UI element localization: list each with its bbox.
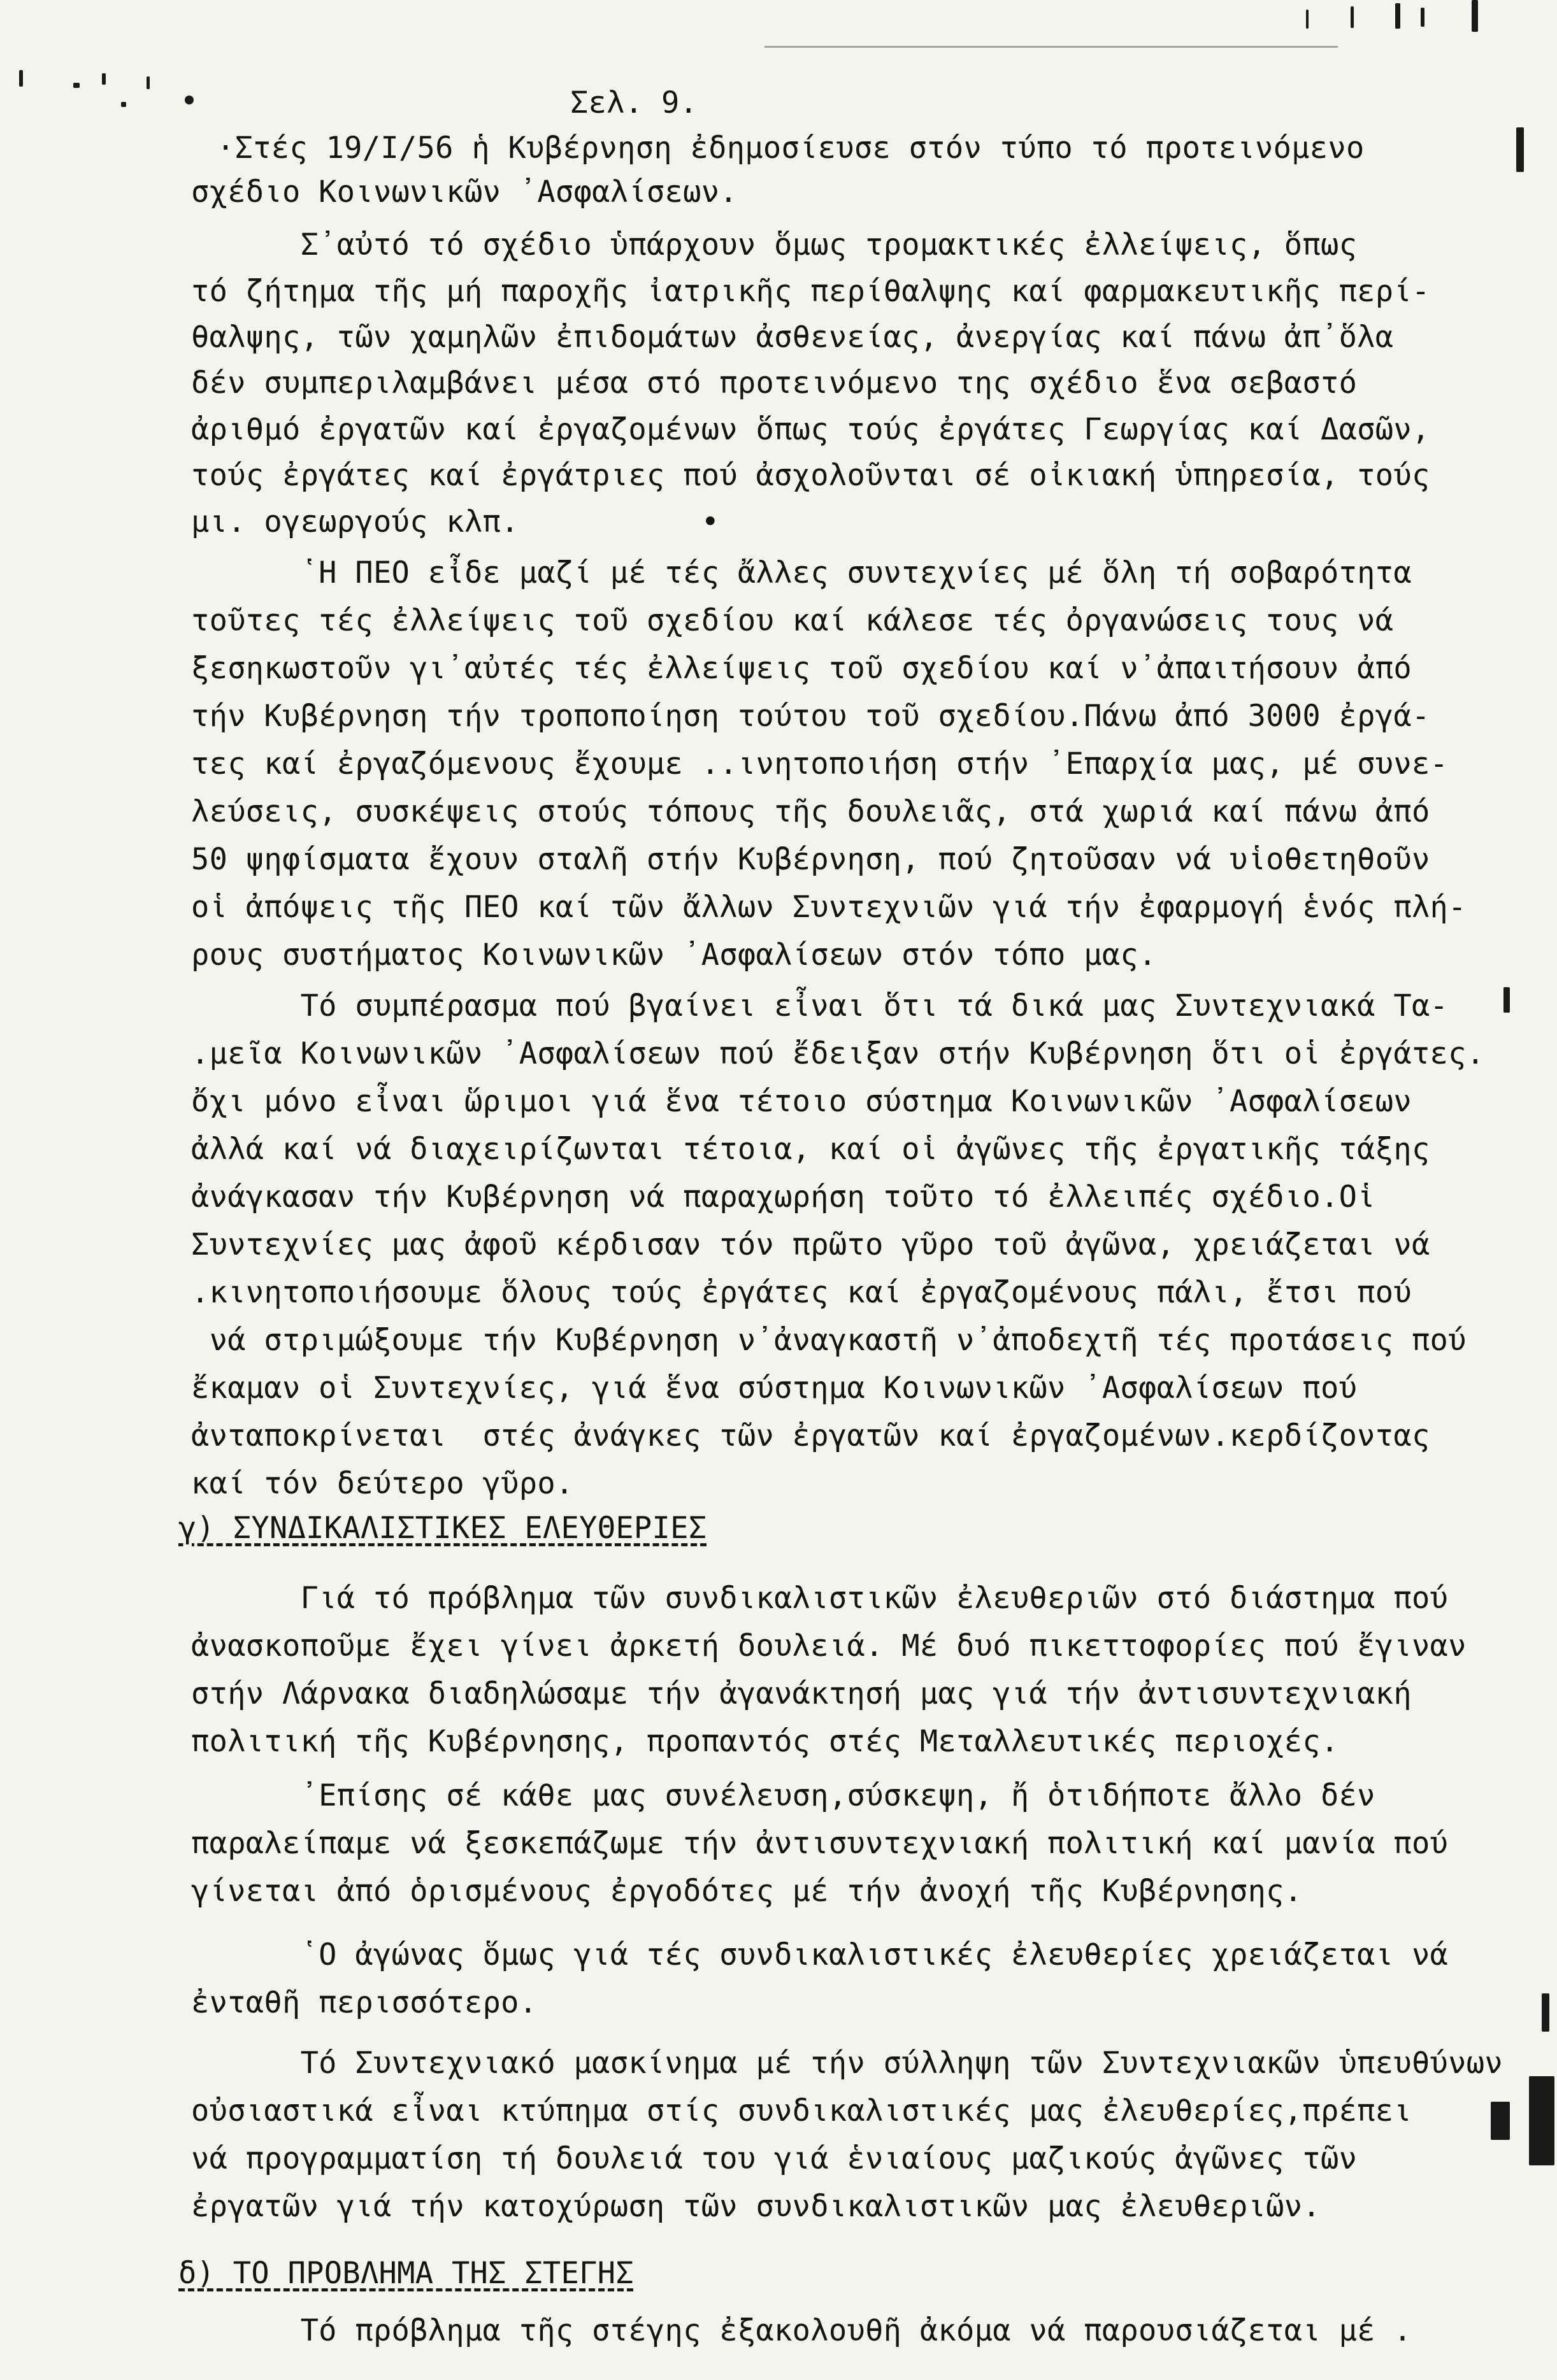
- text-line: ἀριθμό ἐργατῶν καί ἐργαζομένων ὅπως τούς ἐργάτες Γεωργίας καί Δασῶν,: [191, 412, 1430, 447]
- text-line: Σ᾿αὐτό τό σχέδιο ὑπάρχουν ὅμως τρομακτικές ἐλλείψεις, ὅπως: [191, 227, 1358, 262]
- text-line: οὐσιαστικά εἶναι κτύπημα στίς συνδικαλιστικές μας ἐλευθερίες,πρέπει: [191, 2093, 1412, 2128]
- text-line: θαλψης, τῶν χαμηλῶν ἐπιδομάτων ἀσθενείας, ἀνεργίας καί πάνω ἀπ᾿ὅλα: [191, 320, 1394, 355]
- text-line: λεύσεις, συσκέψεις στούς τόπους τῆς δουλειᾶς, στά χωριά καί πάνω ἀπό: [191, 794, 1430, 829]
- text-line: ὄχι μόνο εἶναι ὥριμοι γιά ἕνα τέτοιο σύστημα Κοινωνικῶν ᾿Ασφαλίσεων: [191, 1084, 1412, 1119]
- text-line: .κινητοποιήσουμε ὅλους τούς ἐργάτες καί ἐργαζομένους πάλι, ἔτσι πού: [191, 1275, 1412, 1310]
- scan-line: [764, 46, 1338, 48]
- text-line: ἐνταθῆ περισσότερο.: [191, 1985, 538, 2020]
- ink-speck: [1529, 2076, 1554, 2165]
- text-line: παραλείπαμε νά ξεσκεπάζωμε τήν ἀντισυντεχνιακή πολιτική καί μανία πού: [191, 1826, 1449, 1861]
- text-line: οἱ ἀπόψεις τῆς ΠΕΟ καί τῶν ἄλλων Συντεχνιῶν γιά τήν ἐφαρμογή ἑνός πλή-: [191, 890, 1467, 925]
- ink-speck: [1542, 1993, 1549, 2032]
- text-line: Συντεχνίες μας ἀφοῦ κέρδισαν τόν πρῶτο γῦρο τοῦ ἀγῶνα, χρειάζεται νά: [191, 1227, 1430, 1262]
- text-line: ῾Η ΠΕΟ εἶδε μαζί μέ τές ἄλλες συντεχνίες μέ ὅλη τή σοβαρότητα: [191, 555, 1412, 590]
- text-line: μι. ογεωργούς κλπ. •: [191, 504, 720, 539]
- text-line: τήν Κυβέρνηση τήν τροποποίηση τούτου τοῦ σχεδίου.Πάνω ἀπό 3000 ἐργά-: [191, 699, 1430, 734]
- text-line: 50 ψηφίσματα ἔχουν σταλῆ στήν Κυβέρνηση, πού ζητοῦσαν νά υἱοθετηθοῦν: [191, 842, 1430, 877]
- ink-speck: [121, 102, 126, 107]
- text-line: ἀνάγκασαν τήν Κυβέρνηση νά παραχωρήση τοῦτο τό ἐλλειπές σχέδιο.Οἱ: [191, 1179, 1375, 1215]
- ink-speck: [147, 76, 150, 89]
- text-line: καί τόν δεύτερο γῦρο.: [191, 1466, 574, 1501]
- ink-speck: [1503, 987, 1510, 1013]
- ink-speck: [1395, 3, 1400, 29]
- text-line: ᾿Επίσης σέ κάθε μας συνέλευση,σύσκεψη, ἤ ὁτιδήποτε ἄλλο δέν: [191, 1778, 1375, 1813]
- text-line: Γιά τό πρόβλημα τῶν συνδικαλιστικῶν ἐλευθεριῶν στό διάστημα πού: [191, 1581, 1449, 1616]
- section-heading-d: δ) ΤΟ ΠΡΟΒΛΗΜΑ ΤΗΣ ΣΤΕΓΗΣ: [178, 2256, 634, 2291]
- page-number: Σελ. 9.: [570, 85, 698, 120]
- text-line: πολιτική τῆς Κυβέρνησης, προπαντός στές Μεταλλευτικές περιοχές.: [191, 1724, 1339, 1759]
- ink-speck: [102, 73, 106, 85]
- text-line: Τό συμπέρασμα πού βγαίνει εἶναι ὅτι τά δικά μας Συντεχνιακά Τα-: [191, 988, 1449, 1023]
- ink-speck: [1306, 10, 1309, 29]
- text-line: τες καί ἐργαζόμενους ἔχουμε ..ινητοποιήση στήν ᾿Επαρχία μας, μέ συνε-: [191, 746, 1449, 781]
- text-line: τό ζήτημα τῆς μή παροχῆς ἰατρικῆς περίθαλψης καί φαρμακευτικῆς περί-: [191, 274, 1430, 309]
- text-line: ἔκαμαν οἱ Συντεχνίες, γιά ἕνα σύστημα Κοινωνικῶν ᾿Ασφαλίσεων πού: [191, 1371, 1358, 1406]
- ink-speck: [19, 70, 23, 87]
- ink-speck: [1421, 8, 1424, 27]
- text-line: ἀνασκοποῦμε ἔχει γίνει ἀρκετή δουλειά. Μέ δυό πικεττοφορίες πού ἔγιναν: [191, 1628, 1467, 1664]
- text-line: Τό πρόβλημα τῆς στέγης ἐξακολουθῆ ἀκόμα νά παρουσιάζεται μέ .: [191, 2313, 1412, 2348]
- ink-speck: [1351, 6, 1354, 28]
- text-line: ἀνταποκρίνεται στές ἀνάγκες τῶν ἐργατῶν καί ἐργαζομένων.κερδίζοντας: [191, 1418, 1430, 1453]
- text-line: γίνεται ἀπό ὁρισμένους ἐργοδότες μέ τήν ἀνοχή τῆς Κυβέρνησης.: [191, 1874, 1303, 1909]
- text-line: ξεσηκωστοῦν γι᾿αὐτές τές ἐλλείψεις τοῦ σχεδίου καί ν᾿ἀπαιτήσουν ἀπό: [191, 651, 1412, 686]
- ink-speck: [185, 96, 194, 104]
- text-line: σχέδιο Κοινωνικῶν ᾿Ασφαλίσεων.: [191, 175, 738, 210]
- text-line: ῾Ο ἀγώνας ὅμως γιά τές συνδικαλιστικές ἐλευθερίες χρειάζεται νά: [191, 1937, 1449, 1972]
- text-line: ἀλλά καί νά διαχειρίζωνται τέτοια, καί οἱ ἀγῶνες τῆς ἐργατικῆς τάξης: [191, 1132, 1430, 1167]
- ink-speck: [1516, 127, 1524, 172]
- text-line: .μεῖα Κοινωνικῶν ᾿Ασφαλίσεων πού ἔδειξαν στήν Κυβέρνηση ὅτι οἱ ἐργάτες.: [191, 1036, 1485, 1071]
- ink-speck: [73, 83, 80, 88]
- text-line: τούς ἐργάτες καί ἐργάτριες πού ἀσχολοῦνται σέ οἰκιακή ὑπηρεσία, τούς: [191, 458, 1430, 493]
- text-line: ·Στές 19/Ι/56 ἡ Κυβέρνηση ἐδημοσίευσε στόν τύπο τό προτεινόμενο: [217, 131, 1365, 166]
- section-heading-c: γ) ΣΥΝΔΙΚΑΛΙΣΤΙΚΕΣ ΕΛΕΥΘΕΡΙΕΣ: [178, 1511, 707, 1546]
- text-line: δέν συμπεριλαμβάνει μέσα στό προτεινόμενο της σχέδιο ἕνα σεβαστό: [191, 366, 1358, 401]
- text-line: ἐργατῶν γιά τήν κατοχύρωση τῶν συνδικαλιστικῶν μας ἐλευθεριῶν.: [191, 2189, 1321, 2224]
- text-line: στήν Λάρνακα διαδηλώσαμε τήν ἀγανάκτησή μας γιά τήν ἀντισυντεχνιακή: [191, 1676, 1412, 1711]
- text-line: νά στριμώξουμε τήν Κυβέρνηση ν᾿ἀναγκαστῆ ν᾿ἀποδεχτῆ τές προτάσεις πού: [191, 1323, 1467, 1358]
- ink-speck: [1491, 2102, 1510, 2140]
- ink-speck: [1472, 0, 1478, 32]
- text-line: τοῦτες τές ἐλλείψεις τοῦ σχεδίου καί κάλεσε τές ὀργανώσεις τους νά: [191, 603, 1394, 638]
- text-line: νά προγραμματίση τή δουλειά του γιά ἑνιαίους μαζικούς ἀγῶνες τῶν: [191, 2141, 1358, 2176]
- text-line: Τό Συντεχνιακό μασκίνημα μέ τήν σύλληψη τῶν Συντεχνιακῶν ὑπευθύνων: [191, 2046, 1503, 2081]
- text-line: ρους συστήματος Κοινωνικῶν ᾿Ασφαλίσεων στόν τόπο μας.: [191, 937, 1157, 973]
